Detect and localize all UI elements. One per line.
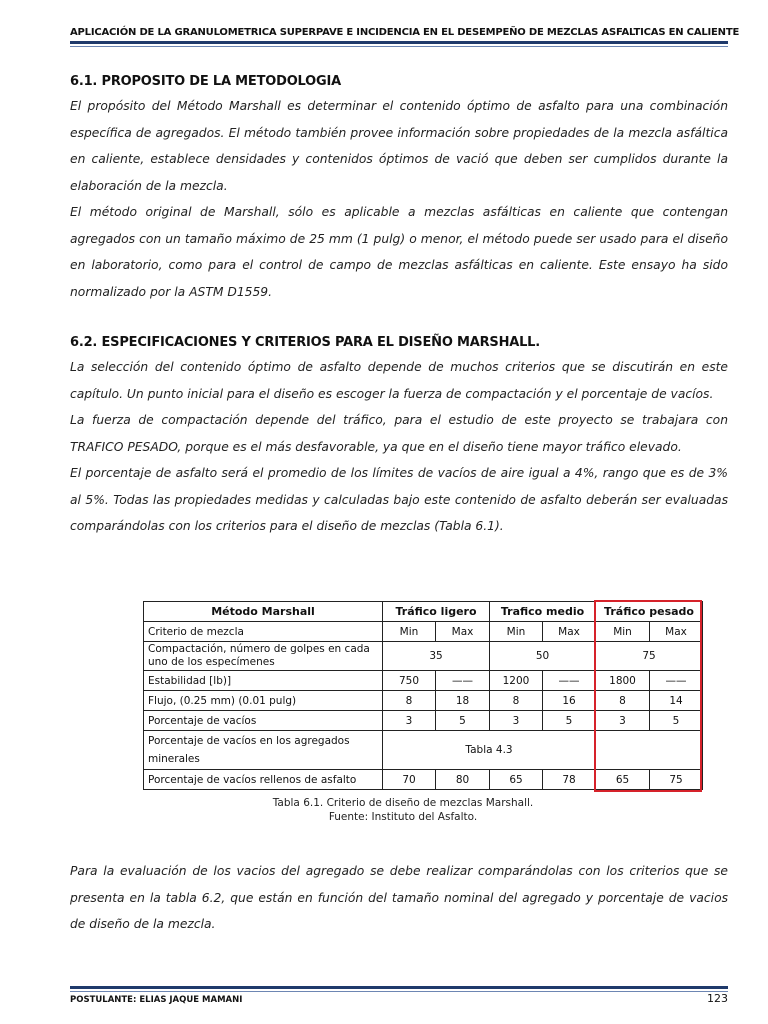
header-rule-thin: [70, 46, 728, 47]
table-cell: 16: [543, 691, 596, 711]
paragraph: La fuerza de compactación depende del tráfico, para el estudio de este proyecto se trabajara con TRAFICO PESADO, porque es el más desfavorable, ya que en el diseño tiene mayor tráfico elevado.: [70, 413, 728, 454]
section-heading: 6.1. PROPOSITO DE LA METODOLOGIA: [70, 74, 341, 89]
table-cell: 750: [383, 671, 436, 691]
table-row: [144, 691, 703, 711]
table-cell: 8: [383, 691, 436, 711]
table-header: Método Marshall: [144, 602, 383, 622]
caption-title: Tabla 6.1. Criterio de diseño de mezclas Marshall.: [272, 797, 534, 809]
table-cell: 75: [650, 770, 703, 790]
table-row: [144, 731, 703, 770]
table-cell: 5: [650, 711, 703, 731]
table-row: [144, 711, 703, 731]
header-rule: [70, 41, 728, 44]
paragraph: La selección del contenido óptimo de asfalto depende de muchos criterios que se discutirán en este capítulo. Un punto inicial para el diseño es escoger la fuerza de compactación y el porcentaje de vacíos.: [70, 360, 728, 401]
paragraph: El porcentaje de asfalto será el promedio de los límites de vacíos de aire igual a 4%, rango que es de 3% al 5%. Todas las propiedades medidas y calculadas bajo este contenido de asfalto deberán ser evaluadas comparándolas con los criterios para el diseño de mezclas (Tabla 6.1).: [70, 466, 728, 533]
table-cell: [596, 731, 703, 770]
marshall-criteria-table: [143, 601, 703, 790]
table-cell: 8: [490, 691, 543, 711]
table-cell: Estabilidad [lb)]: [144, 671, 383, 691]
table-cell: ——: [436, 671, 490, 691]
table-cell: Max: [436, 622, 490, 642]
table-cell: 3: [596, 711, 650, 731]
table-cell: 50: [490, 642, 596, 671]
table-cell: 70: [383, 770, 436, 790]
paragraph: El propósito del Método Marshall es determinar el contenido óptimo de asfalto para una combinación específica de agregados. El método también provee información sobre propiedades de la mezcla asfáltica en caliente, establece densidades y contenidos óptimos de vació que deben ser cumplidos durante la elaboración de la mezcla.: [70, 99, 728, 193]
paragraph: El método original de Marshall, sólo es aplicable a mezclas asfálticas en caliente que contengan agregados con un tamaño máximo de 25 mm (1 pulg) o menor, el método puede ser usado para el diseño en laboratorio, como para el control de campo de mezclas asfálticas en caliente. Este ensayo ha sido normalizado por la ASTM D1559.: [70, 205, 728, 299]
table-header: Tráfico ligero: [383, 602, 490, 622]
table-cell: Porcentaje de vacíos: [144, 711, 383, 731]
table-header: Trafico medio: [490, 602, 596, 622]
table-cell: 65: [596, 770, 650, 790]
section-heading: 6.2. ESPECIFICACIONES Y CRITERIOS PARA EL DISEÑO MARSHALL.: [70, 335, 541, 350]
table-cell: Porcentaje de vacíos en los agregados minerales: [144, 731, 383, 770]
table-cell: Min: [596, 622, 650, 642]
table-cell: Max: [650, 622, 703, 642]
page-number: 123: [707, 992, 728, 1005]
table-cell: 5: [543, 711, 596, 731]
footer-rule-thin: [70, 991, 728, 992]
table-cell: Porcentaje de vacíos rellenos de asfalto: [144, 770, 383, 790]
table-subheader-row: [144, 622, 703, 642]
paragraph: Para la evaluación de los vacios del agregado se debe realizar comparándolas con los criterios que se presenta en la tabla 6.2, que están en función del tamaño nominal del agregado y porcentaje de vacios de diseño de la mezcla.: [70, 864, 728, 931]
table-header: Tráfico pesado: [596, 602, 703, 622]
table-cell: Min: [490, 622, 543, 642]
table-cell: Max: [543, 622, 596, 642]
table-cell: Tabla 4.3: [383, 731, 596, 770]
table-cell: ——: [543, 671, 596, 691]
section-6-2: [70, 335, 728, 540]
table-cell: ——: [650, 671, 703, 691]
table-cell: 14: [650, 691, 703, 711]
table-header-row: [144, 602, 703, 622]
table-row: [144, 770, 703, 790]
table-cell: Flujo, (0.25 mm) (0.01 pulg): [144, 691, 383, 711]
caption-source: Fuente: Instituto del Asfalto.: [328, 811, 478, 823]
table-cell: 3: [490, 711, 543, 731]
table-cell: 78: [543, 770, 596, 790]
table-cell: 75: [596, 642, 703, 671]
table-cell: 80: [436, 770, 490, 790]
table-cell: 1200: [490, 671, 543, 691]
footer-author: POSTULANTE: ELIAS JAQUE MAMANI: [70, 995, 243, 1005]
table-cell: 1800: [596, 671, 650, 691]
footer-rule: [70, 986, 728, 989]
table-row: [144, 642, 703, 671]
table-cell: 18: [436, 691, 490, 711]
table-cell: 5: [436, 711, 490, 731]
table-cell: 65: [490, 770, 543, 790]
running-header: APLICACIÓN DE LA GRANULOMETRICA SUPERPAVE E INCIDENCIA EN EL DESEMPEÑO DE MEZCLAS ASFALTICAS EN CALIENTE: [70, 27, 740, 38]
table-cell: Min: [383, 622, 436, 642]
section-6-1: [70, 74, 728, 305]
table-cell: Criterio de mezcla: [144, 622, 383, 642]
table-cell: 3: [383, 711, 436, 731]
table-cell: 8: [596, 691, 650, 711]
table-row: [144, 671, 703, 691]
table-cell: Compactación, número de golpes en cada uno de los especímenes: [144, 642, 383, 671]
table-caption: [143, 796, 663, 824]
table-cell: 35: [383, 642, 490, 671]
